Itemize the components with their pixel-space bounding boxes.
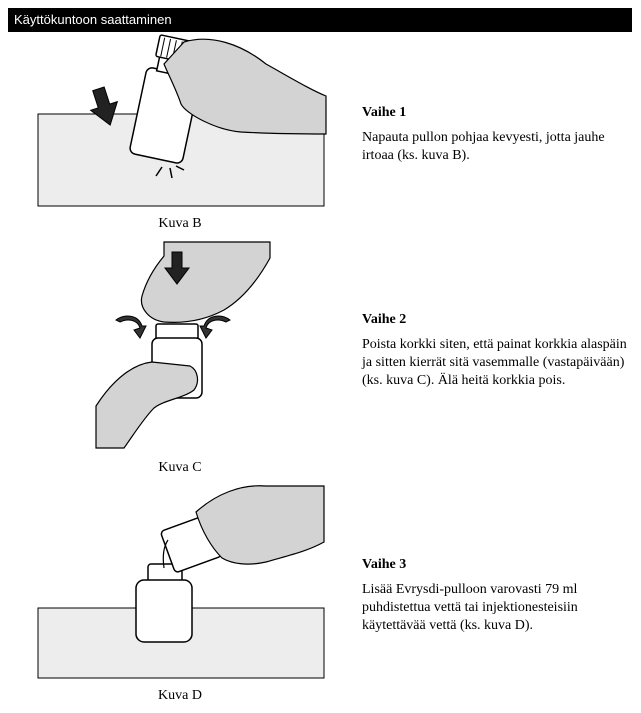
rotate-right-arrow-icon <box>200 316 230 338</box>
caption-d: Kuva D <box>158 688 202 703</box>
step-1 <box>362 105 627 165</box>
rotate-left-arrow-icon <box>116 316 146 338</box>
top-hand-shape <box>141 242 270 322</box>
step-3 <box>362 557 627 635</box>
caption-b: Kuva B <box>158 216 202 231</box>
step-2-text: Poista korkki siten, että painat korkkia alaspäin ja sitten kierrät sitä vasemmalle (vastapäivään) (ks. kuva C). Älä heitä korkkia pois. <box>362 337 627 388</box>
step-2 <box>362 312 627 390</box>
step-3-text: Lisää Evrysdi-pulloon varovasti 79 ml puhdistettua vettä tai injektionesteisiin käytettävää vettä (ks. kuva D). <box>362 582 578 633</box>
figure-b-illustration <box>36 34 336 209</box>
step-2-title: Vaihe 2 <box>362 312 407 327</box>
step-1-title: Vaihe 1 <box>362 105 407 120</box>
section-header <box>8 8 632 32</box>
bottom-hand-shape <box>96 362 197 448</box>
caption-c: Kuva C <box>158 460 202 475</box>
figure-d-illustration <box>36 482 328 682</box>
step-1-text: Napauta pullon pohjaa kevyesti, jotta jauhe irtoaa (ks. kuva B). <box>362 130 605 163</box>
bottle-icon <box>136 564 192 642</box>
section-title: Käyttökuntoon saattaminen <box>14 12 172 27</box>
step-3-title: Vaihe 3 <box>362 557 407 572</box>
figure-c-illustration <box>94 238 274 450</box>
